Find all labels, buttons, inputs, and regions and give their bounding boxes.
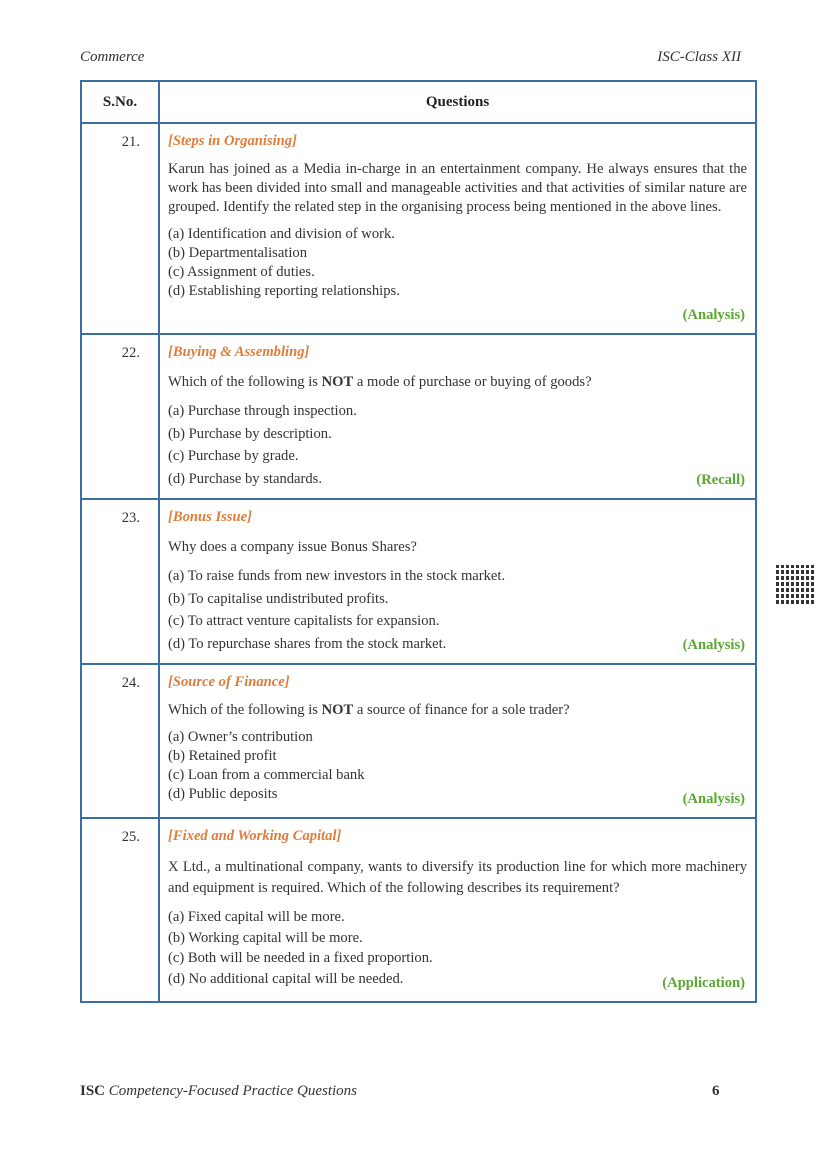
question-cell	[159, 818, 756, 1002]
option: (c) Purchase by grade.	[168, 448, 299, 464]
option: (a) To raise funds from new investors in the stock market.	[168, 568, 506, 584]
header-class: ISC-Class XII	[657, 49, 741, 65]
option: (a) Owner’s contribution	[168, 729, 313, 745]
stem-emphasis: NOT	[321, 374, 354, 390]
footer-title	[80, 1083, 357, 1100]
qr-code-icon	[776, 565, 815, 604]
level-tag: (Recall)	[696, 472, 745, 488]
level-tag: (Analysis)	[682, 637, 745, 653]
topic: [Buying & Assembling]	[168, 344, 310, 360]
question-number: 25.	[81, 818, 159, 1002]
topic: [Steps in Organising]	[168, 133, 297, 149]
table-row	[81, 818, 756, 1002]
topic: [Fixed and Working Capital]	[168, 828, 342, 844]
stem-emphasis: NOT	[321, 702, 354, 718]
option: (d) Establishing reporting relationships.	[168, 283, 400, 299]
header-subject: Commerce	[80, 49, 145, 65]
option: (a) Purchase through inspection.	[168, 403, 357, 419]
option: (b) To capitalise undistributed profits.	[168, 590, 389, 607]
stem: Karun has joined as a Media in-charge in an entertainment company. He always ensures that the work has been divided into small and manageable activities and that activities of similar nature are grouped. Identify the related step in the organising process being mentioned in the above lines.	[168, 161, 747, 215]
option: (a) Identification and division of work.	[168, 226, 395, 242]
option: (b) Departmentalisation	[168, 245, 307, 261]
table-header	[81, 81, 756, 123]
option: (c) Both will be needed in a fixed proportion.	[168, 950, 433, 966]
question-number: 22.	[81, 334, 159, 499]
option: (c) To attract venture capitalists for expansion.	[168, 613, 440, 629]
questions-table	[80, 80, 757, 1003]
option: (d) Public deposits	[168, 786, 278, 802]
stem-text: Which of the following is	[168, 374, 322, 390]
col-questions: Questions	[159, 81, 756, 123]
level-tag: (Application)	[662, 975, 745, 991]
question-number: 23.	[81, 499, 159, 664]
level-tag: (Analysis)	[682, 791, 745, 807]
option: (d) No additional capital will be needed.	[168, 970, 404, 987]
option: (c) Loan from a commercial bank	[168, 767, 365, 783]
stem: X Ltd., a multinational company, wants to diversify its production line for which more machinery and equipment is required. Which of the following describes its requirement?	[168, 859, 747, 896]
question-number: 24.	[81, 664, 159, 818]
option: (d) To repurchase shares from the stock market.	[168, 635, 447, 652]
footer-text: Competency-Focused Practice Questions	[108, 1083, 358, 1099]
question-cell	[159, 664, 756, 818]
page-number: 6	[712, 1083, 720, 1099]
question-cell	[159, 499, 756, 664]
stem: Why does a company issue Bonus Shares?	[168, 539, 417, 555]
option: (c) Assignment of duties.	[168, 264, 315, 280]
option: (d) Purchase by standards.	[168, 470, 323, 487]
footer-brand: ISC	[80, 1083, 106, 1099]
level-tag: (Analysis)	[682, 307, 745, 323]
stem	[168, 373, 747, 392]
col-sno: S.No.	[81, 81, 159, 123]
question-cell	[159, 334, 756, 499]
stem-text: Which of the following is	[168, 702, 322, 718]
topic: [Bonus Issue]	[168, 509, 252, 525]
option: (b) Working capital will be more.	[168, 929, 363, 946]
table-row	[81, 334, 756, 499]
option: (a) Fixed capital will be more.	[168, 909, 345, 925]
question-cell	[159, 123, 756, 334]
stem-text: a mode of purchase or buying of goods?	[353, 374, 592, 390]
topic: [Source of Finance]	[168, 674, 290, 690]
table-row	[81, 499, 756, 664]
stem-text: a source of finance for a sole trader?	[353, 702, 570, 718]
stem	[168, 701, 747, 720]
table-row	[81, 664, 756, 818]
option: (b) Retained profit	[168, 748, 277, 764]
question-number: 21.	[81, 123, 159, 334]
table-row	[81, 123, 756, 334]
option: (b) Purchase by description.	[168, 425, 332, 442]
